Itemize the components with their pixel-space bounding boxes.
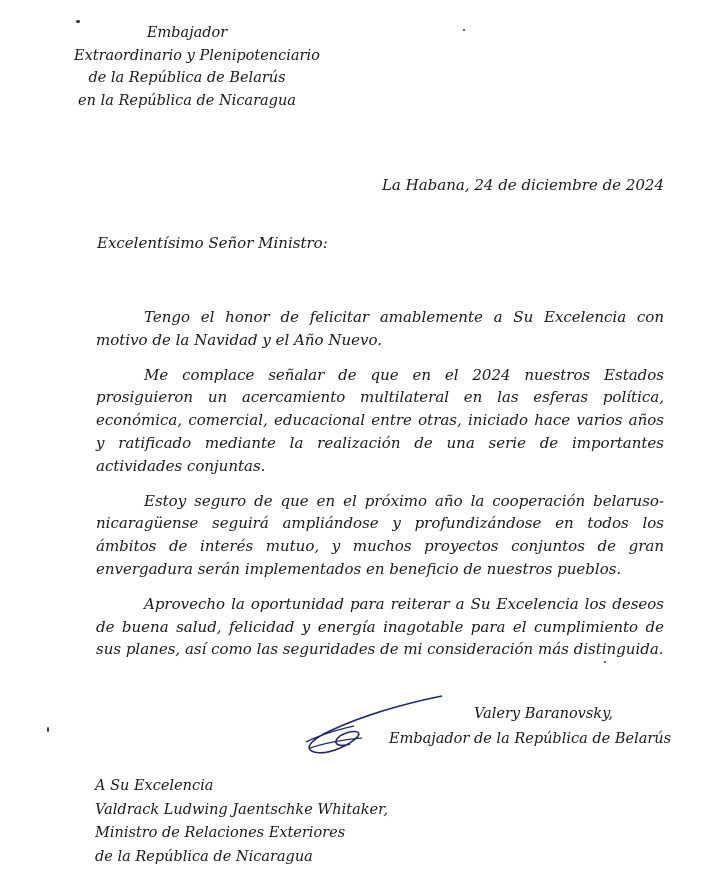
signer-name: Valery Baranovsky, bbox=[474, 706, 613, 722]
body-paragraph: Estoy seguro de que en el próximo año la cooperación belaruso-nicaragüense seguirá ampliándose y profundizándose en todos los ámbitos de interés mutuo, y muchos proyectos conjuntos de gran envergadura serán implementados en beneficio de nuestros pueblos. bbox=[96, 491, 664, 578]
ink-speck bbox=[47, 727, 49, 732]
sender-line: Embajador bbox=[146, 25, 228, 41]
sender-line: Extraordinario y Plenipotenciario bbox=[74, 47, 320, 64]
recipient-line: Valdrack Ludwing Jaentschke Whitaker, bbox=[95, 801, 389, 818]
handwritten-signature bbox=[292, 690, 452, 762]
recipient-line: Ministro de Relaciones Exteriores bbox=[95, 825, 346, 842]
body-paragraph: Me complace señalar de que en el 2024 nuestros Estados prosiguieron un acercamiento multilateral en las esferas política, económica, comercial, educacional entre otras, iniciado hace varios años y ratificado mediante la realización de una serie de importantes actividades conjuntas. bbox=[96, 365, 664, 475]
letter-body bbox=[96, 306, 664, 673]
ink-speck bbox=[463, 29, 465, 31]
salutation: Excelentísimo Señor Ministro: bbox=[97, 234, 328, 252]
date-line: La Habana, 24 de diciembre de 2024 bbox=[381, 176, 664, 194]
body-paragraph: Aprovecho la oportunidad para reiterar a Su Excelencia los deseos de buena salud, felicidad y energía inagotable para el cumplimiento de sus planes, así como las seguridades de mi consideración más distinguida. bbox=[96, 594, 664, 659]
recipient-line: de la República de Nicaragua bbox=[95, 848, 313, 865]
sender-line: en la República de Nicaragua bbox=[78, 92, 296, 109]
recipient-block bbox=[95, 775, 388, 869]
sender-line: de la República de Belarús bbox=[88, 70, 286, 86]
sender-block bbox=[74, 22, 320, 112]
signer-title: Embajador de la República de Belarús bbox=[389, 731, 672, 747]
recipient-line: A Su Excelencia bbox=[95, 778, 214, 794]
body-paragraph: Tengo el honor de felicitar amablemente a Su Excelencia con motivo de la Navidad y el Año Nuevo. bbox=[96, 308, 664, 349]
